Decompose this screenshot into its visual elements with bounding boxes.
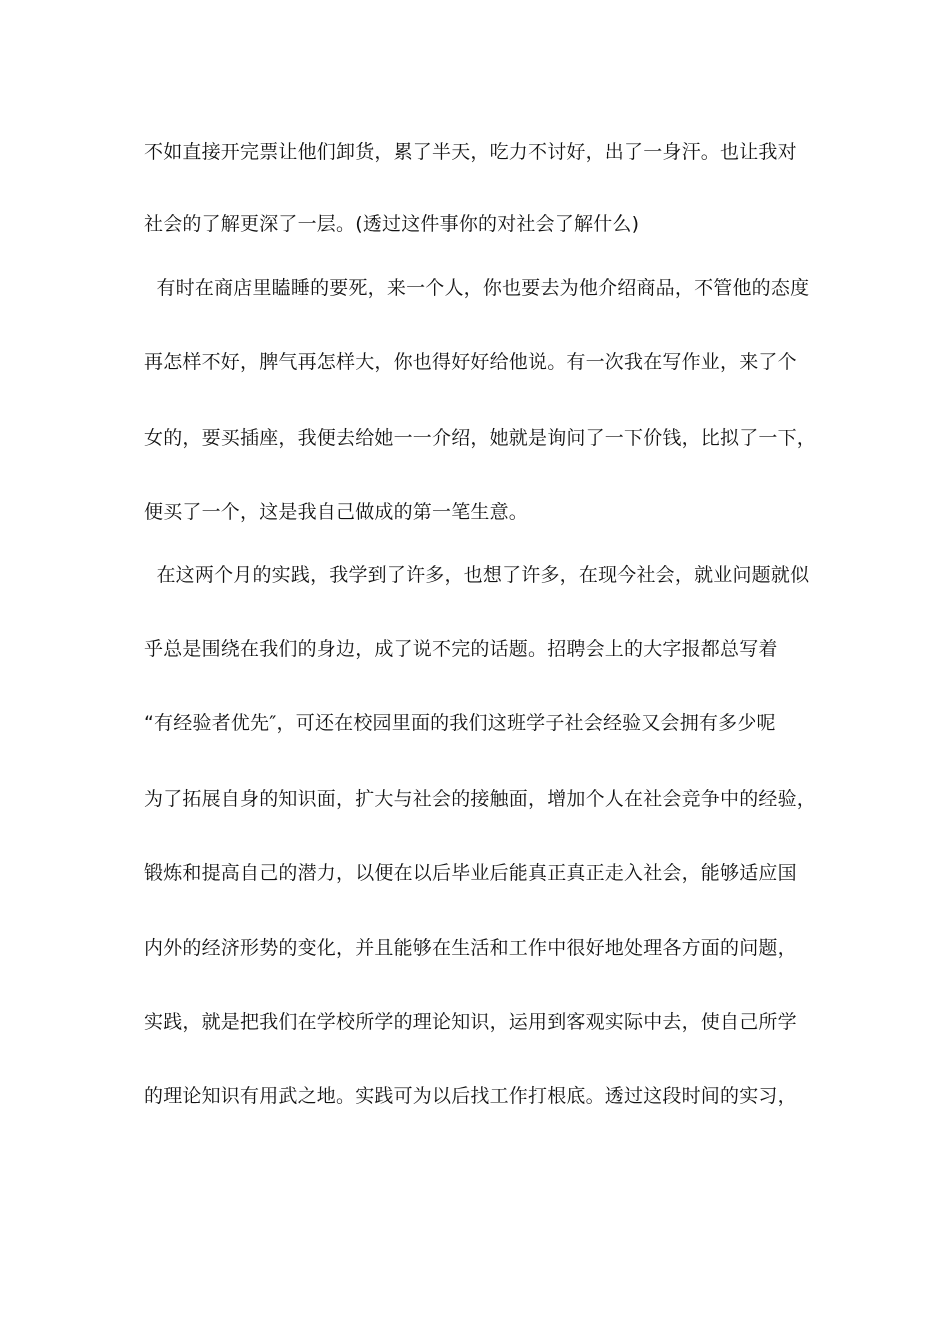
text-line: 便买了一个，这是我自己做成的第一笔生意。 bbox=[144, 501, 529, 523]
text-line: 女的，要买插座，我便去给她一一介绍，她就是询问了一下价钱，比拟了一下， bbox=[144, 427, 817, 449]
text-line: 在这两个月的实践，我学到了许多，也想了许多，在现今社会，就业问题就似 bbox=[144, 564, 810, 586]
text-line: 不如直接开完票让他们卸货，累了半天，吃力不讨好，出了一身汗。也让我对 bbox=[144, 141, 797, 163]
text-line: “有经验者优先″，可还在校园里面的我们这班学子社会经验又会拥有多少呢 bbox=[144, 712, 776, 734]
text-line: 有时在商店里瞌睡的要死，来一个人，你也要去为他介绍商品，不管他的态度 bbox=[144, 277, 810, 299]
text-line: 的理论知识有用武之地。实践可为以后找工作打根底。透过这段时间的实习， bbox=[144, 1085, 797, 1107]
text-line: 实践，就是把我们在学校所学的理论知识，运用到客观实际中去，使自己所学 bbox=[144, 1011, 797, 1033]
text-line: 内外的经济形势的变化，并且能够在生活和工作中很好地处理各方面的问题， bbox=[144, 937, 797, 959]
text-line: 再怎样不好，脾气再怎样大，你也得好好给他说。有一次我在写作业，来了个 bbox=[144, 351, 797, 373]
text-line: 为了拓展自身的知识面，扩大与社会的接触面，增加个人在社会竞争中的经验， bbox=[144, 788, 817, 810]
text-line: 锻炼和提高自己的潜力，以便在以后毕业后能真正真正走入社会，能够适应国 bbox=[144, 862, 797, 884]
text-line: 社会的了解更深了一层。(透过这件事你的对社会了解什么) bbox=[144, 213, 640, 235]
text-line: 乎总是围绕在我们的身边，成了说不完的话题。招聘会上的大字报都总写着 bbox=[144, 638, 778, 660]
